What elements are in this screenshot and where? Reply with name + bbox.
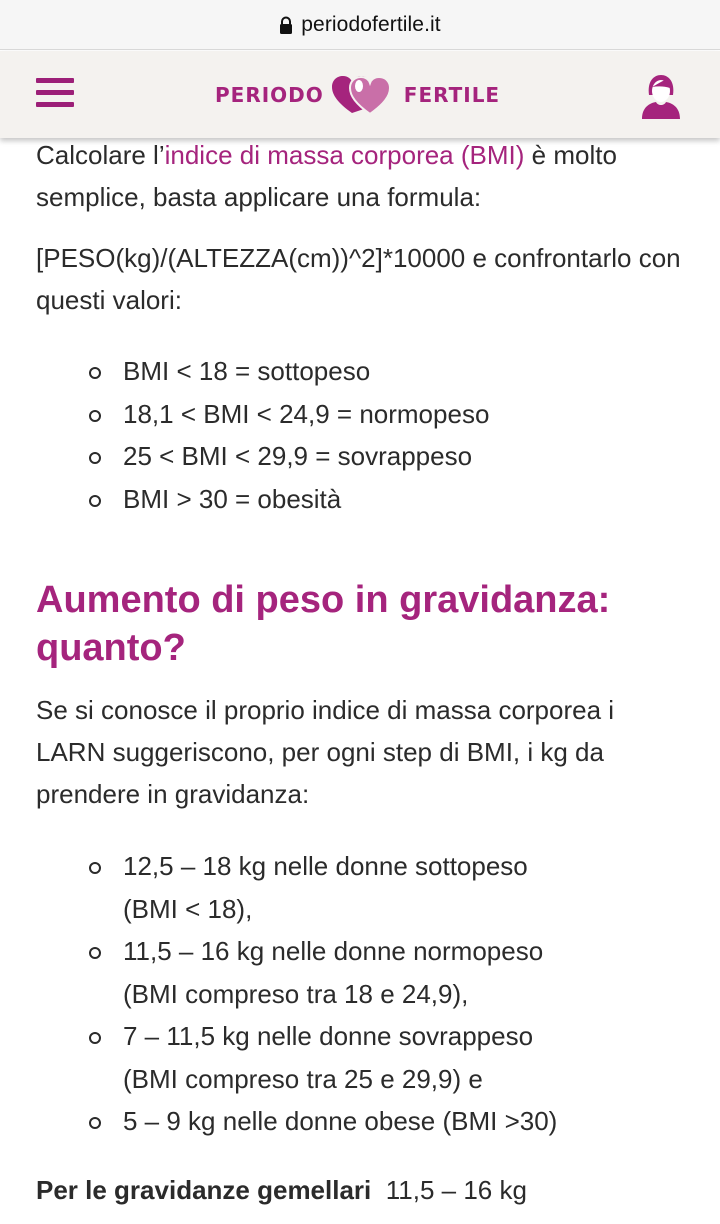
list-item: 12,5 – 18 kg nelle donne sottopeso (BMI < 18),: [86, 845, 686, 930]
intro-text-before: Calcolare l’: [36, 140, 165, 170]
list-item: 11,5 – 16 kg nelle donne normopeso (BMI compreso tra 18 e 24,9),: [86, 930, 686, 1015]
list-item: 18,1 < BMI < 24,9 = normopeso: [86, 393, 686, 436]
list-item: BMI > 30 = obesità: [86, 478, 686, 521]
weight-gain-list: [86, 845, 686, 1143]
list-item: BMI < 18 = sottopeso: [86, 350, 686, 393]
site-header: [0, 51, 720, 138]
bmi-link[interactable]: indice di massa corporea (BMI): [164, 140, 525, 170]
twins-paragraph: [36, 1169, 527, 1211]
lock-icon: [279, 16, 293, 34]
hamburger-menu-icon[interactable]: [36, 78, 76, 112]
logo-text-periodo: PERIODO: [215, 83, 324, 107]
list-item: 7 – 11,5 kg nelle donne sovrappeso (BMI compreso tra 25 e 29,9) e: [86, 1015, 686, 1100]
intro-text-after: è molto semplice, basta applicare una formula:: [36, 140, 617, 212]
formula-paragraph: [PESO(kg)/(ALTEZZA(cm))^2]*10000 e confrontarlo con questi valori:: [36, 243, 681, 315]
browser-url-bar[interactable]: [0, 0, 720, 50]
bmi-ranges-list: [86, 350, 686, 520]
intro-paragraph: [36, 134, 686, 218]
list-item: 5 – 9 kg nelle donne obese (BMI >30): [86, 1100, 686, 1143]
url-text: periodofertile.it: [301, 12, 441, 36]
site-logo[interactable]: [215, 73, 500, 117]
list-item: 25 < BMI < 29,9 = sovrappeso: [86, 435, 686, 478]
two-hearts-icon: [330, 75, 394, 115]
twins-label: Per le gravidanze gemellari: [36, 1175, 372, 1205]
larn-paragraph: Se si conosce il proprio indice di massa corporea i LARN suggeriscono, per ogni step di BMI, i kg da prendere in gravidanza:: [36, 695, 615, 809]
logo-text-fertile: FERTILE: [403, 83, 501, 107]
user-avatar-icon[interactable]: [640, 73, 682, 119]
twins-value: 11,5 – 16 kg: [385, 1175, 527, 1205]
section-heading: Aumento di peso in gravidanza: quanto?: [36, 579, 611, 669]
